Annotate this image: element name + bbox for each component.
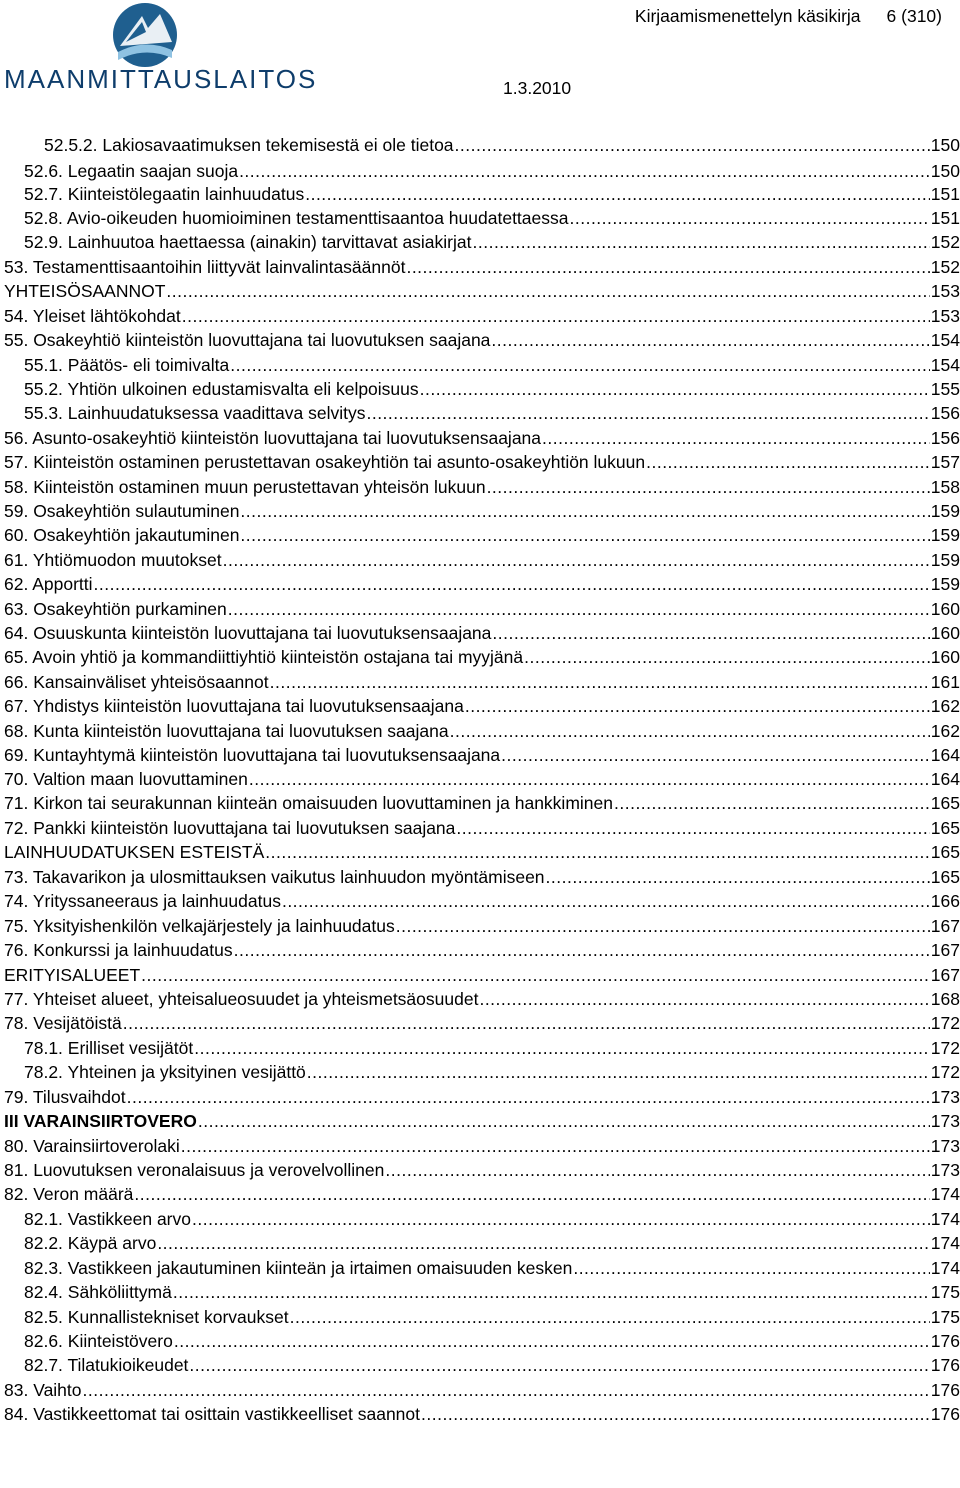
toc-entry[interactable] [0,766,960,790]
toc-entry[interactable] [0,571,960,595]
document-date: 1.3.2010 [503,78,572,98]
toc-leader-dots [385,1159,929,1181]
toc-leader-dots [249,768,930,790]
document-title [635,6,942,27]
toc-entry-title: 80. Varainsiirtoverolaki [4,1136,180,1156]
toc-entry-page: 176 [930,1331,960,1351]
toc-entry[interactable] [0,352,960,376]
toc-entry-title: 78.1. Erilliset vesijätöt [24,1038,194,1058]
toc-leader-dots [473,231,930,253]
toc-leader-dots [282,890,930,912]
toc-entry-page: 157 [930,452,960,472]
toc-entry-title: 63. Osakeyhtiön purkaminen [4,599,227,619]
toc-entry[interactable] [0,1108,960,1132]
toc-entry-title: 82.2. Käypä arvo [24,1233,157,1253]
toc-entry-title: LAINHUUDATUKSEN ESTEISTÄ [4,842,265,862]
toc-entry-title: 74. Yrityssaneeraus ja lainhuudatus [4,891,281,911]
toc-entry-title: 83. Vaihto [4,1380,82,1400]
toc-entry[interactable] [0,913,960,937]
toc-entry-page: 153 [930,306,960,326]
toc-leader-dots [223,549,930,571]
toc-leader-dots [240,500,929,522]
toc-entry[interactable] [0,1035,960,1059]
toc-entry[interactable] [0,1377,960,1401]
toc-entry-page: 160 [930,623,960,643]
toc-entry-title: 52.5.2. Lakiosavaatimuksen tekemisestä ei ole tietoa [44,135,454,155]
toc-entry[interactable] [0,718,960,742]
toc-entry-page: 159 [930,550,960,570]
toc-entry-title: 71. Kirkon tai seurakunnan kiinteän omaisuuden luovuttaminen ja hankkiminen [4,793,613,813]
toc-entry[interactable] [0,742,960,766]
toc-leader-dots [182,305,930,327]
toc-entry-title: 67. Yhdistys kiinteistön luovuttajana tai luovutuksensaajana [4,696,464,716]
toc-leader-dots [366,402,929,424]
toc-leader-dots [455,134,930,156]
toc-leader-dots [83,1379,930,1401]
toc-entry-title: 52.8. Avio-oikeuden huomioiminen testamenttisaantoa huudatettaessa [24,208,569,228]
toc-entry-page: 176 [930,1380,960,1400]
toc-entry-page: 156 [930,403,960,423]
toc-entry-page: 159 [930,501,960,521]
toc-entry-title: 76. Konkurssi ja lainhuudatus [4,940,233,960]
toc-entry-title: 58. Kiinteistön ostaminen muun perustettavan yhteisön lukuun [4,477,486,497]
toc-entry-title: 82.3. Vastikkeen jakautuminen kiinteän ja irtaimen omaisuuden kesken [24,1258,573,1278]
toc-leader-dots [396,915,930,937]
toc-leader-dots [456,817,929,839]
toc-entry-page: 154 [930,330,960,350]
toc-entry-page: 167 [930,965,960,985]
toc-entry-page: 172 [930,1038,960,1058]
toc-entry-page: 165 [930,818,960,838]
toc-entry-title: 82.1. Vastikkeen arvo [24,1209,191,1229]
toc-entry[interactable] [0,1084,960,1108]
toc-entry[interactable] [0,644,960,668]
toc-entry-page: 159 [930,525,960,545]
toc-entry-page: 174 [930,1184,960,1204]
toc-entry-page: 173 [930,1087,960,1107]
toc-leader-dots [492,622,929,644]
toc-entry-title: 75. Yksityishenkilön velkajärjestely ja lainhuudatus [4,916,395,936]
toc-entry[interactable] [0,1010,960,1034]
toc-entry-page: 173 [930,1160,960,1180]
toc-entry-page: 160 [930,599,960,619]
toc-entry-title: 55.2. Yhtiön ulkoinen edustamisvalta eli kelpoisuus [24,379,419,399]
toc-leader-dots [173,1281,930,1303]
toc-entry-page: 161 [930,672,960,692]
toc-entry-page: 150 [930,161,960,181]
toc-entry-page: 165 [930,793,960,813]
toc-entry-title: 84. Vastikkeettomat tai osittain vastikkeelliset saannot [4,1404,421,1424]
toc-leader-dots [421,1403,930,1425]
toc-leader-dots [192,1208,930,1230]
toc-entry[interactable] [0,254,960,278]
toc-entry-page: 152 [930,232,960,252]
toc-leader-dots [265,841,930,863]
toc-leader-dots [270,671,930,693]
toc-entry-title: 78. Vesijätöistä [4,1013,122,1033]
toc-entry-page: 167 [930,916,960,936]
toc-entry[interactable] [0,425,960,449]
toc-leader-dots [194,1037,930,1059]
toc-leader-dots [230,354,930,376]
toc-entry-title: 61. Yhtiömuodon muutokset [4,550,222,570]
page-header [0,0,960,110]
toc-entry-page: 164 [930,745,960,765]
toc-entry-title: 65. Avoin yhtiö ja kommandiittiyhtiö kiinteistön ostajana tai myyjänä [4,647,524,667]
toc-leader-dots [406,256,929,278]
toc-leader-dots [450,720,930,742]
toc-entry-page: 159 [930,574,960,594]
toc-entry[interactable] [0,1059,960,1083]
toc-leader-dots [127,1086,930,1108]
toc-entry[interactable] [0,376,960,400]
toc-entry-page: 162 [930,696,960,716]
toc-entry[interactable] [0,1133,960,1157]
toc-entry-title: 82.6. Kiinteistövero [24,1331,173,1351]
toc-entry-title: III VARAINSIIRTOVERO [4,1111,197,1131]
toc-leader-dots [501,744,930,766]
toc-leader-dots [573,1257,929,1279]
toc-entry[interactable] [0,986,960,1010]
toc-entry[interactable] [0,1401,960,1425]
toc-entry-page: 155 [930,379,960,399]
toc-leader-dots [614,792,930,814]
toc-entry[interactable] [0,888,960,912]
toc-entry-page: 175 [930,1282,960,1302]
org-name: MAANMITTAUSLAITOS [4,64,318,94]
toc-entry-page: 174 [930,1258,960,1278]
toc-entry[interactable] [0,1230,960,1254]
toc-entry-page: 154 [930,355,960,375]
toc-entry-page: 174 [930,1209,960,1229]
toc-entry-title: 70. Valtion maan luovuttaminen [4,769,248,789]
toc-leader-dots [290,1306,930,1328]
toc-leader-dots [546,866,930,888]
toc-entry-title: 54. Yleiset lähtökohdat [4,306,181,326]
toc-entry-page: 176 [930,1404,960,1424]
toc-entry[interactable] [0,449,960,473]
toc-leader-dots [239,160,930,182]
toc-entry[interactable] [0,522,960,546]
toc-leader-dots [465,695,930,717]
toc-entry-page: 168 [930,989,960,1009]
page-number: 6 (310) [886,6,942,26]
toc-entry[interactable] [0,864,960,888]
toc-leader-dots [189,1354,929,1376]
toc-leader-dots [198,1110,930,1132]
toc-leader-dots [524,646,930,668]
toc-entry[interactable] [0,620,960,644]
toc-entry[interactable] [0,132,960,156]
toc-entry[interactable] [0,400,960,424]
toc-entry[interactable] [0,962,960,986]
toc-entry[interactable] [0,1255,960,1279]
toc-entry-page: 156 [930,428,960,448]
toc-leader-dots [228,598,930,620]
toc-leader-dots [181,1135,930,1157]
toc-entry-page: 164 [930,769,960,789]
toc-entry-page: 172 [930,1013,960,1033]
toc-entry-title: 52.9. Lainhuutoa haettaessa (ainakin) tarvittavat asiakirjat [24,232,472,252]
maanmittauslaitos-logo-icon [112,2,178,68]
toc-leader-dots [174,1330,930,1352]
toc-entry-page: 152 [930,257,960,277]
toc-leader-dots [240,524,929,546]
toc-leader-dots [542,427,930,449]
toc-entry[interactable] [0,205,960,229]
toc-entry[interactable] [0,498,960,522]
toc-entry[interactable] [0,815,960,839]
toc-entry[interactable] [0,1279,960,1303]
toc-entry-page: 167 [930,940,960,960]
toc-leader-dots [307,1061,930,1083]
toc-leader-dots [491,329,929,351]
toc-entry-title: 69. Kuntayhtymä kiinteistön luovuttajana tai luovutuksensaajana [4,745,501,765]
toc-entry[interactable] [0,790,960,814]
toc-entry[interactable] [0,278,960,302]
toc-entry-page: 175 [930,1307,960,1327]
toc-entry-page: 158 [930,477,960,497]
toc-entry-page: 173 [930,1111,960,1131]
toc-entry-title: 55. Osakeyhtiö kiinteistön luovuttajana tai luovutuksen saajana [4,330,491,350]
toc-entry-title: 68. Kunta kiinteistön luovuttajana tai luovutuksen saajana [4,721,449,741]
toc-leader-dots [141,964,930,986]
toc-leader-dots [479,988,929,1010]
toc-leader-dots [157,1232,929,1254]
toc-entry[interactable] [0,1157,960,1181]
toc-entry[interactable] [0,181,960,205]
toc-entry-title: 60. Osakeyhtiön jakautuminen [4,525,240,545]
toc-entry[interactable] [0,1352,960,1376]
toc-leader-dots [646,451,930,473]
toc-entry-title: 52.6. Legaatin saajan suoja [24,161,239,181]
toc-entry[interactable] [0,229,960,253]
toc-entry[interactable] [0,1206,960,1230]
toc-entry-page: 151 [930,208,960,228]
toc-leader-dots [166,280,929,302]
toc-leader-dots [234,939,930,961]
toc-entry[interactable] [0,1181,960,1205]
toc-entry-page: 162 [930,721,960,741]
toc-entry-title: 77. Yhteiset alueet, yhteisalueosuudet ja yhteismetsäosuudet [4,989,479,1009]
toc-entry-title: 64. Osuuskunta kiinteistön luovuttajana tai luovutuksensaajana [4,623,492,643]
toc-entry-title: 79. Tilusvaihdot [4,1087,126,1107]
toc-entry[interactable] [0,303,960,327]
toc-entry-title: 52.7. Kiinteistölegaatin lainhuudatus [24,184,305,204]
toc-entry-title: 82.4. Sähköliittymä [24,1282,172,1302]
toc-entry-page: 150 [930,135,960,155]
toc-entry[interactable] [0,1304,960,1328]
toc-leader-dots [123,1012,930,1034]
toc-entry-page: 174 [930,1233,960,1253]
toc-entry[interactable] [0,596,960,620]
toc-entry-title: ERITYISALUEET [4,965,141,985]
toc-entry-title: 62. Apportti [4,574,93,594]
toc-leader-dots [570,207,930,229]
toc-entry[interactable] [0,474,960,498]
toc-entry-title: 81. Luovutuksen veronalaisuus ja verovelvollinen [4,1160,385,1180]
toc-entry-page: 166 [930,891,960,911]
toc-entry-title: 82.7. Tilatukioikeudet [24,1355,189,1375]
document-title-text: Kirjaamismenettelyn käsikirja [634,6,861,26]
toc-entry-title: 55.1. Päätös- eli toimivalta [24,355,230,375]
toc-entry-page: 176 [930,1355,960,1375]
toc-entry-page: 172 [930,1062,960,1082]
toc-entry[interactable] [0,669,960,693]
toc-entry-page: 160 [930,647,960,667]
toc-leader-dots [134,1183,929,1205]
toc-entry[interactable] [0,693,960,717]
toc-entry-title: 66. Kansainväliset yhteisösaannot [4,672,269,692]
toc-entry-title: 78.2. Yhteinen ja yksityinen vesijättö [24,1062,306,1082]
toc-entry-title: 53. Testamenttisaantoihin liittyvät lainvalintasäännöt [4,257,406,277]
toc-entry[interactable] [0,547,960,571]
toc-leader-dots [487,476,930,498]
toc-entry-page: 153 [930,281,960,301]
toc-leader-dots [94,573,930,595]
toc-entry-title: 72. Pankki kiinteistön luovuttajana tai luovutuksen saajana [4,818,456,838]
toc-entry[interactable] [0,937,960,961]
toc-entry-page: 151 [930,184,960,204]
toc-entry-page: 173 [930,1136,960,1156]
toc-entry[interactable] [0,327,960,351]
toc-entry-title: 82. Veron määrä [4,1184,134,1204]
toc-entry-title: 73. Takavarikon ja ulosmittauksen vaikutus lainhuudon myöntämiseen [4,867,545,887]
toc-entry-title: 59. Osakeyhtiön sulautuminen [4,501,240,521]
toc-entry[interactable] [0,1328,960,1352]
toc-entry[interactable] [0,158,960,182]
toc-entry-title: 55.3. Lainhuudatuksessa vaadittava selvitys [24,403,366,423]
toc-entry-title: 56. Asunto-osakeyhtiö kiinteistön luovuttajana tai luovutuksensaajana [4,428,542,448]
toc-entry-title: 57. Kiinteistön ostaminen perustettavan osakeyhtiön tai asunto-osakeyhtiön lukuun [4,452,646,472]
toc-entry-title: YHTEISÖSAANNOT [4,281,166,301]
toc-leader-dots [420,378,930,400]
toc-entry-page: 165 [930,842,960,862]
toc-leader-dots [305,183,930,205]
toc-entry[interactable] [0,839,960,863]
toc-entry-title: 82.5. Kunnallistekniset korvaukset [24,1307,289,1327]
toc-entry-page: 165 [930,867,960,887]
